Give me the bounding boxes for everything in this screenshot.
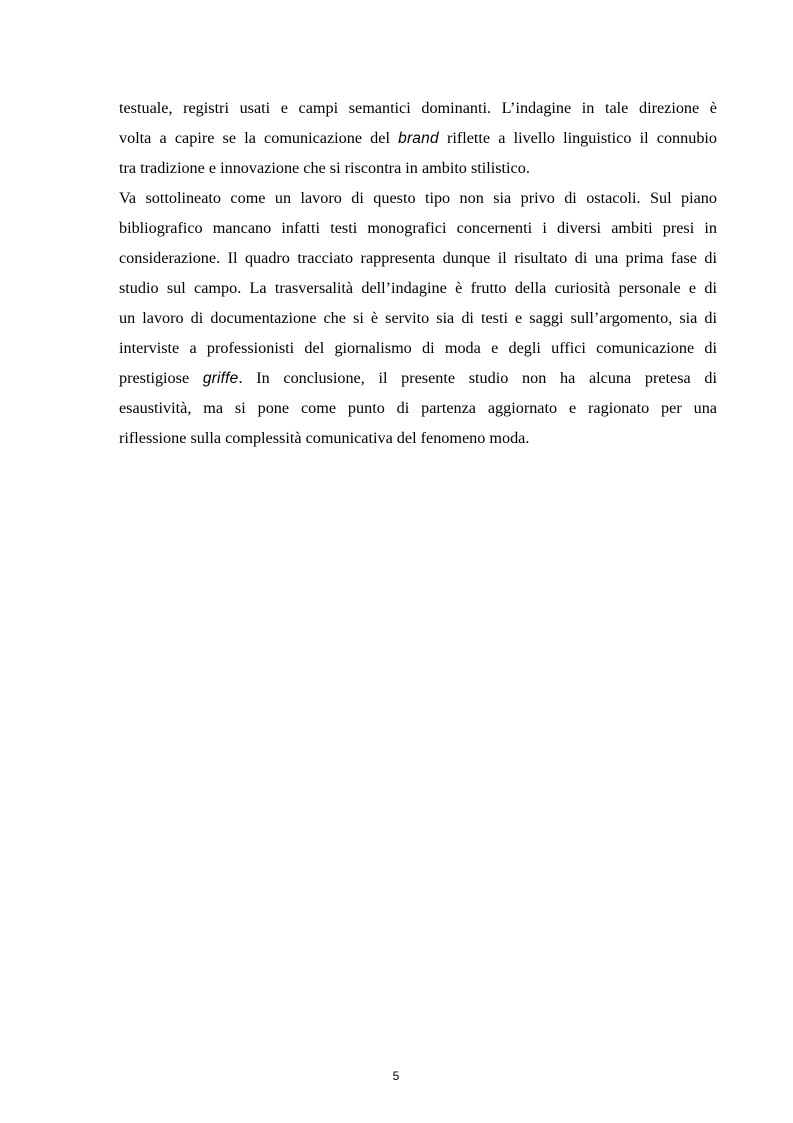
text-fragment: prestigiose	[119, 369, 203, 387]
emphasized-term: brand	[398, 130, 439, 147]
body-text	[119, 93, 717, 453]
text-line: un lavoro di documentazione che si è servito sia di testi e saggi sull’argomento, sia di	[119, 309, 717, 327]
text-line: studio sul campo. La trasversalità dell’indagine è frutto della curiosità personale e di	[119, 279, 717, 297]
text-line: interviste a professionisti del giornalismo di moda e degli uffici comunicazione di	[119, 339, 717, 357]
text-line: testuale, registri usati e campi semantici dominanti. L’indagine in tale direzione è	[119, 99, 717, 117]
text-fragment: riflette a livello linguistico il connubio	[438, 129, 717, 147]
text-line: esaustività, ma si pone come punto di partenza aggiornato e ragionato per una	[119, 399, 717, 417]
text-line: tra tradizione e innovazione che si riscontra in ambito stilistico.	[119, 159, 530, 177]
text-line: considerazione. Il quadro tracciato rappresenta dunque il risultato di una prima fase di	[119, 249, 717, 267]
text-line	[119, 123, 717, 153]
text-line: riflessione sulla complessità comunicativa del fenomeno moda.	[119, 429, 530, 447]
text-line: Va sottolineato come un lavoro di questo tipo non sia privo di ostacoli. Sul piano	[119, 189, 717, 207]
emphasized-term: griffe	[202, 370, 239, 387]
text-line	[119, 363, 717, 393]
text-fragment: . In conclusione, il presente studio non ha alcuna pretesa di	[238, 369, 717, 387]
text-line: bibliografico mancano infatti testi monografici concernenti i diversi ambiti presi in	[119, 219, 717, 237]
page-number: 5	[392, 1069, 400, 1083]
text-fragment: volta a capire se la comunicazione del	[119, 129, 399, 147]
